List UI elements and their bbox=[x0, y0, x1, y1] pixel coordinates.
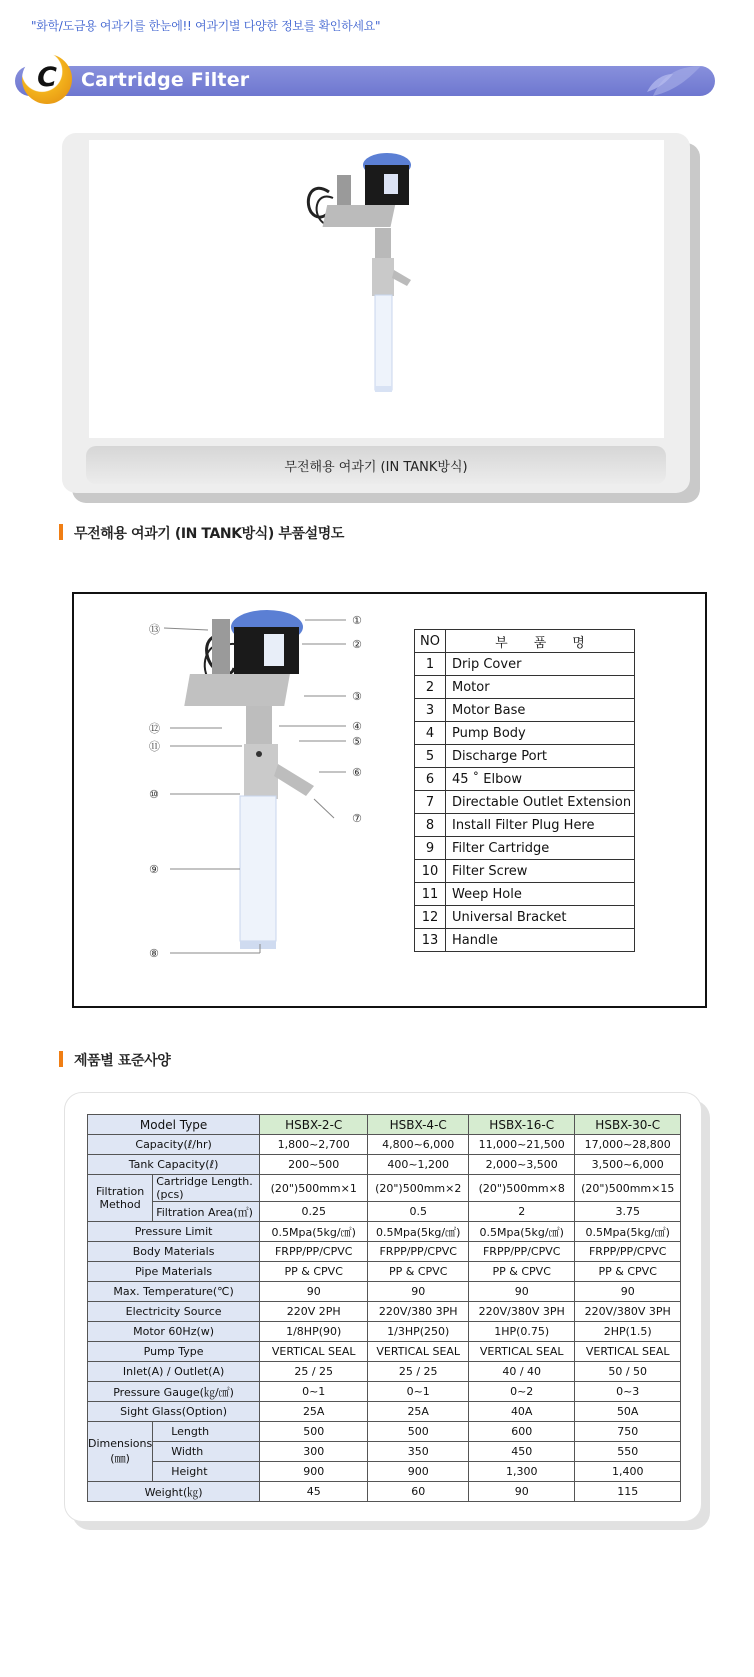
callout-2: ② bbox=[352, 638, 362, 651]
spec-row bbox=[88, 1342, 681, 1362]
spec-label: Inlet(A) / Outlet(A) bbox=[88, 1362, 260, 1382]
spec-value: 500 bbox=[260, 1422, 368, 1442]
spec-value: 90 bbox=[368, 1282, 469, 1302]
spec-value: 1,800~2,700 bbox=[260, 1135, 368, 1155]
spec-value: 0~2 bbox=[469, 1382, 575, 1402]
part-number: 6 bbox=[415, 768, 446, 791]
spec-row bbox=[88, 1442, 681, 1462]
spec-label: Sight Glass(Option) bbox=[88, 1402, 260, 1422]
spec-value: 220V/380V 3PH bbox=[469, 1302, 575, 1322]
parts-row bbox=[415, 653, 635, 676]
spec-value: 25 / 25 bbox=[260, 1362, 368, 1382]
parts-row bbox=[415, 860, 635, 883]
spec-row bbox=[88, 1402, 681, 1422]
spec-value: PP & CPVC bbox=[575, 1262, 681, 1282]
spec-value: 0.5Mpa(5kg/㎠) bbox=[260, 1222, 368, 1242]
parts-row bbox=[415, 883, 635, 906]
spec-value: 0~1 bbox=[260, 1382, 368, 1402]
part-number: 13 bbox=[415, 929, 446, 952]
spec-label: Weight(㎏) bbox=[88, 1482, 260, 1502]
spec-value: 1,400 bbox=[575, 1462, 681, 1482]
part-name: Drip Cover bbox=[446, 653, 635, 676]
spec-label: Pressure Limit bbox=[88, 1222, 260, 1242]
specs-table bbox=[87, 1114, 681, 1502]
callout-12: ⑫ bbox=[149, 722, 160, 735]
spec-value: 550 bbox=[575, 1442, 681, 1462]
spec-value: 1,300 bbox=[469, 1462, 575, 1482]
spec-value: 1HP(0.75) bbox=[469, 1322, 575, 1342]
spec-value: 220V 2PH bbox=[260, 1302, 368, 1322]
spec-value: 200~500 bbox=[260, 1155, 368, 1175]
spec-row bbox=[88, 1135, 681, 1155]
spec-value: 2,000~3,500 bbox=[469, 1155, 575, 1175]
callout-6: ⑥ bbox=[352, 766, 362, 779]
spec-value: 40A bbox=[469, 1402, 575, 1422]
part-name: Filter Cartridge bbox=[446, 837, 635, 860]
spec-value: 220V/380 3PH bbox=[368, 1302, 469, 1322]
spec-value: VERTICAL SEAL bbox=[368, 1342, 469, 1362]
spec-row bbox=[88, 1262, 681, 1282]
model-name: HSBX-16-C bbox=[469, 1115, 575, 1135]
part-number: 2 bbox=[415, 676, 446, 699]
parts-section-heading: 무전해용 여과기 (IN TANK방식) 부품설명도 bbox=[62, 523, 344, 543]
spec-value: 0~1 bbox=[368, 1382, 469, 1402]
spec-row bbox=[88, 1175, 681, 1202]
spec-value: 45 bbox=[260, 1482, 368, 1502]
spec-value: 0.5Mpa(5kg/㎠) bbox=[469, 1222, 575, 1242]
spec-label: Width bbox=[153, 1442, 260, 1462]
spec-label: Max. Temperature(℃) bbox=[88, 1282, 260, 1302]
spec-value: 900 bbox=[368, 1462, 469, 1482]
callout-10: ⑩ bbox=[149, 788, 159, 801]
part-name: Install Filter Plug Here bbox=[446, 814, 635, 837]
part-name: Weep Hole bbox=[446, 883, 635, 906]
callout-1: ① bbox=[352, 614, 362, 627]
specs-section-heading: 제품별 표준사양 bbox=[62, 1050, 170, 1070]
model-type-label: Model Type bbox=[88, 1115, 260, 1135]
spec-value: 500 bbox=[368, 1422, 469, 1442]
part-number: 1 bbox=[415, 653, 446, 676]
spec-value: 0.25 bbox=[260, 1202, 368, 1222]
callout-5: ⑤ bbox=[352, 735, 362, 748]
filter-pump-illustration bbox=[89, 140, 664, 438]
part-name: Handle bbox=[446, 929, 635, 952]
part-name: Universal Bracket bbox=[446, 906, 635, 929]
parts-row bbox=[415, 722, 635, 745]
spec-value: 90 bbox=[575, 1282, 681, 1302]
product-image bbox=[89, 140, 664, 438]
spec-value: 4,800~6,000 bbox=[368, 1135, 469, 1155]
spec-value: 25 / 25 bbox=[368, 1362, 469, 1382]
spec-label: Pump Type bbox=[88, 1342, 260, 1362]
spec-value: 11,000~21,500 bbox=[469, 1135, 575, 1155]
parts-name-header: 부 품 명 bbox=[446, 630, 635, 653]
spec-value: 600 bbox=[469, 1422, 575, 1442]
spec-label: Body Materials bbox=[88, 1242, 260, 1262]
title-bar bbox=[15, 66, 715, 96]
spec-value: VERTICAL SEAL bbox=[469, 1342, 575, 1362]
leaf-decoration-icon bbox=[643, 62, 703, 98]
part-number: 3 bbox=[415, 699, 446, 722]
part-name: Motor bbox=[446, 676, 635, 699]
spec-value: 0.5Mpa(5kg/㎠) bbox=[368, 1222, 469, 1242]
spec-row bbox=[88, 1422, 681, 1442]
part-name: Motor Base bbox=[446, 699, 635, 722]
spec-value: 3,500~6,000 bbox=[575, 1155, 681, 1175]
spec-value: FRPP/PP/CPVC bbox=[260, 1242, 368, 1262]
page-title: Cartridge Filter bbox=[81, 69, 250, 91]
spec-label: Motor 60Hz(w) bbox=[88, 1322, 260, 1342]
spec-value: PP & CPVC bbox=[368, 1262, 469, 1282]
specs-header-row bbox=[88, 1115, 681, 1135]
spec-value: 90 bbox=[260, 1282, 368, 1302]
callout-9: ⑨ bbox=[149, 863, 159, 876]
spec-label: Cartridge Length.(pcs) bbox=[153, 1175, 260, 1202]
callout-11: ⑪ bbox=[149, 740, 160, 753]
spec-value: 0.5Mpa(5kg/㎠) bbox=[575, 1222, 681, 1242]
callout-8: ⑧ bbox=[149, 947, 159, 960]
spec-value: (20")500mm×1 bbox=[260, 1175, 368, 1202]
model-name: HSBX-2-C bbox=[260, 1115, 368, 1135]
spec-value: 2 bbox=[469, 1202, 575, 1222]
parts-row bbox=[415, 906, 635, 929]
spec-value: 40 / 40 bbox=[469, 1362, 575, 1382]
spec-value: 350 bbox=[368, 1442, 469, 1462]
spec-value: 450 bbox=[469, 1442, 575, 1462]
callout-3: ③ bbox=[352, 690, 362, 703]
spec-value: 25A bbox=[368, 1402, 469, 1422]
parts-row bbox=[415, 814, 635, 837]
spec-value: PP & CPVC bbox=[260, 1262, 368, 1282]
spec-label: Pipe Materials bbox=[88, 1262, 260, 1282]
spec-value: 750 bbox=[575, 1422, 681, 1442]
part-number: 8 bbox=[415, 814, 446, 837]
parts-row bbox=[415, 837, 635, 860]
spec-label: Filtration Area(㎡) bbox=[153, 1202, 260, 1222]
spec-value: 25A bbox=[260, 1402, 368, 1422]
parts-row bbox=[415, 676, 635, 699]
spec-value: VERTICAL SEAL bbox=[260, 1342, 368, 1362]
spec-value: VERTICAL SEAL bbox=[575, 1342, 681, 1362]
spec-row bbox=[88, 1482, 681, 1502]
parts-table bbox=[414, 629, 635, 952]
spec-value: 50 / 50 bbox=[575, 1362, 681, 1382]
part-number: 11 bbox=[415, 883, 446, 906]
spec-row bbox=[88, 1302, 681, 1322]
part-number: 4 bbox=[415, 722, 446, 745]
spec-value: 2HP(1.5) bbox=[575, 1322, 681, 1342]
c-badge-icon bbox=[22, 54, 72, 104]
spec-row bbox=[88, 1322, 681, 1342]
caption-bar bbox=[86, 446, 666, 484]
callout-4: ④ bbox=[352, 720, 362, 733]
spec-value: 220V/380V 3PH bbox=[575, 1302, 681, 1322]
spec-value: 0~3 bbox=[575, 1382, 681, 1402]
parts-row bbox=[415, 745, 635, 768]
spec-row bbox=[88, 1202, 681, 1222]
part-number: 5 bbox=[415, 745, 446, 768]
spec-value: 60 bbox=[368, 1482, 469, 1502]
spec-value: 50A bbox=[575, 1402, 681, 1422]
part-name: Discharge Port bbox=[446, 745, 635, 768]
spec-label: Tank Capacity(ℓ) bbox=[88, 1155, 260, 1175]
spec-value: 400~1,200 bbox=[368, 1155, 469, 1175]
spec-value: 1/8HP(90) bbox=[260, 1322, 368, 1342]
spec-label: Capacity(ℓ/hr) bbox=[88, 1135, 260, 1155]
part-number: 9 bbox=[415, 837, 446, 860]
spec-value: 300 bbox=[260, 1442, 368, 1462]
part-name: Filter Screw bbox=[446, 860, 635, 883]
spec-value: FRPP/PP/CPVC bbox=[469, 1242, 575, 1262]
part-name: Pump Body bbox=[446, 722, 635, 745]
spec-row bbox=[88, 1222, 681, 1242]
spec-value: 90 bbox=[469, 1282, 575, 1302]
callout-13: ⑬ bbox=[149, 623, 160, 636]
parts-no-header: NO bbox=[415, 630, 446, 653]
part-number: 10 bbox=[415, 860, 446, 883]
filtration-group-label: Filtration Method bbox=[88, 1175, 153, 1222]
spec-row bbox=[88, 1362, 681, 1382]
spec-value: FRPP/PP/CPVC bbox=[575, 1242, 681, 1262]
part-name: Directable Outlet Extension bbox=[446, 791, 635, 814]
parts-row bbox=[415, 768, 635, 791]
spec-value: 1/3HP(250) bbox=[368, 1322, 469, 1342]
spec-value: 3.75 bbox=[575, 1202, 681, 1222]
spec-value: (20")500mm×2 bbox=[368, 1175, 469, 1202]
spec-value: PP & CPVC bbox=[469, 1262, 575, 1282]
parts-row bbox=[415, 791, 635, 814]
spec-value: FRPP/PP/CPVC bbox=[368, 1242, 469, 1262]
parts-row bbox=[415, 699, 635, 722]
spec-row bbox=[88, 1242, 681, 1262]
model-name: HSBX-4-C bbox=[368, 1115, 469, 1135]
callout-7: ⑦ bbox=[352, 812, 362, 825]
spec-row bbox=[88, 1382, 681, 1402]
spec-value: 17,000~28,800 bbox=[575, 1135, 681, 1155]
spec-label: Height bbox=[153, 1462, 260, 1482]
spec-row bbox=[88, 1462, 681, 1482]
model-name: HSBX-30-C bbox=[575, 1115, 681, 1135]
part-name: 45 ˚ Elbow bbox=[446, 768, 635, 791]
spec-label: Length bbox=[153, 1422, 260, 1442]
product-card bbox=[62, 133, 690, 493]
part-number: 7 bbox=[415, 791, 446, 814]
spec-row bbox=[88, 1282, 681, 1302]
spec-value: 90 bbox=[469, 1482, 575, 1502]
spec-label: Pressure Gauge(㎏/㎠) bbox=[88, 1382, 260, 1402]
spec-label: Electricity Source bbox=[88, 1302, 260, 1322]
tagline: "화학/도금용 여과기를 한눈에!! 여과기별 다양한 정보를 확인하세요" bbox=[31, 19, 381, 33]
spec-value: 0.5 bbox=[368, 1202, 469, 1222]
product-caption: 무전해용 여과기 (IN TANK방식) bbox=[284, 460, 468, 475]
part-number: 12 bbox=[415, 906, 446, 929]
spec-row bbox=[88, 1155, 681, 1175]
spec-value: (20")500mm×15 bbox=[575, 1175, 681, 1202]
spec-value: 900 bbox=[260, 1462, 368, 1482]
parts-table-header bbox=[415, 630, 635, 653]
spec-value: 115 bbox=[575, 1482, 681, 1502]
parts-row bbox=[415, 929, 635, 952]
spec-value: (20")500mm×8 bbox=[469, 1175, 575, 1202]
badge-letter: C bbox=[37, 62, 57, 93]
dimensions-group-label: Dimensions (㎜) bbox=[88, 1422, 153, 1482]
